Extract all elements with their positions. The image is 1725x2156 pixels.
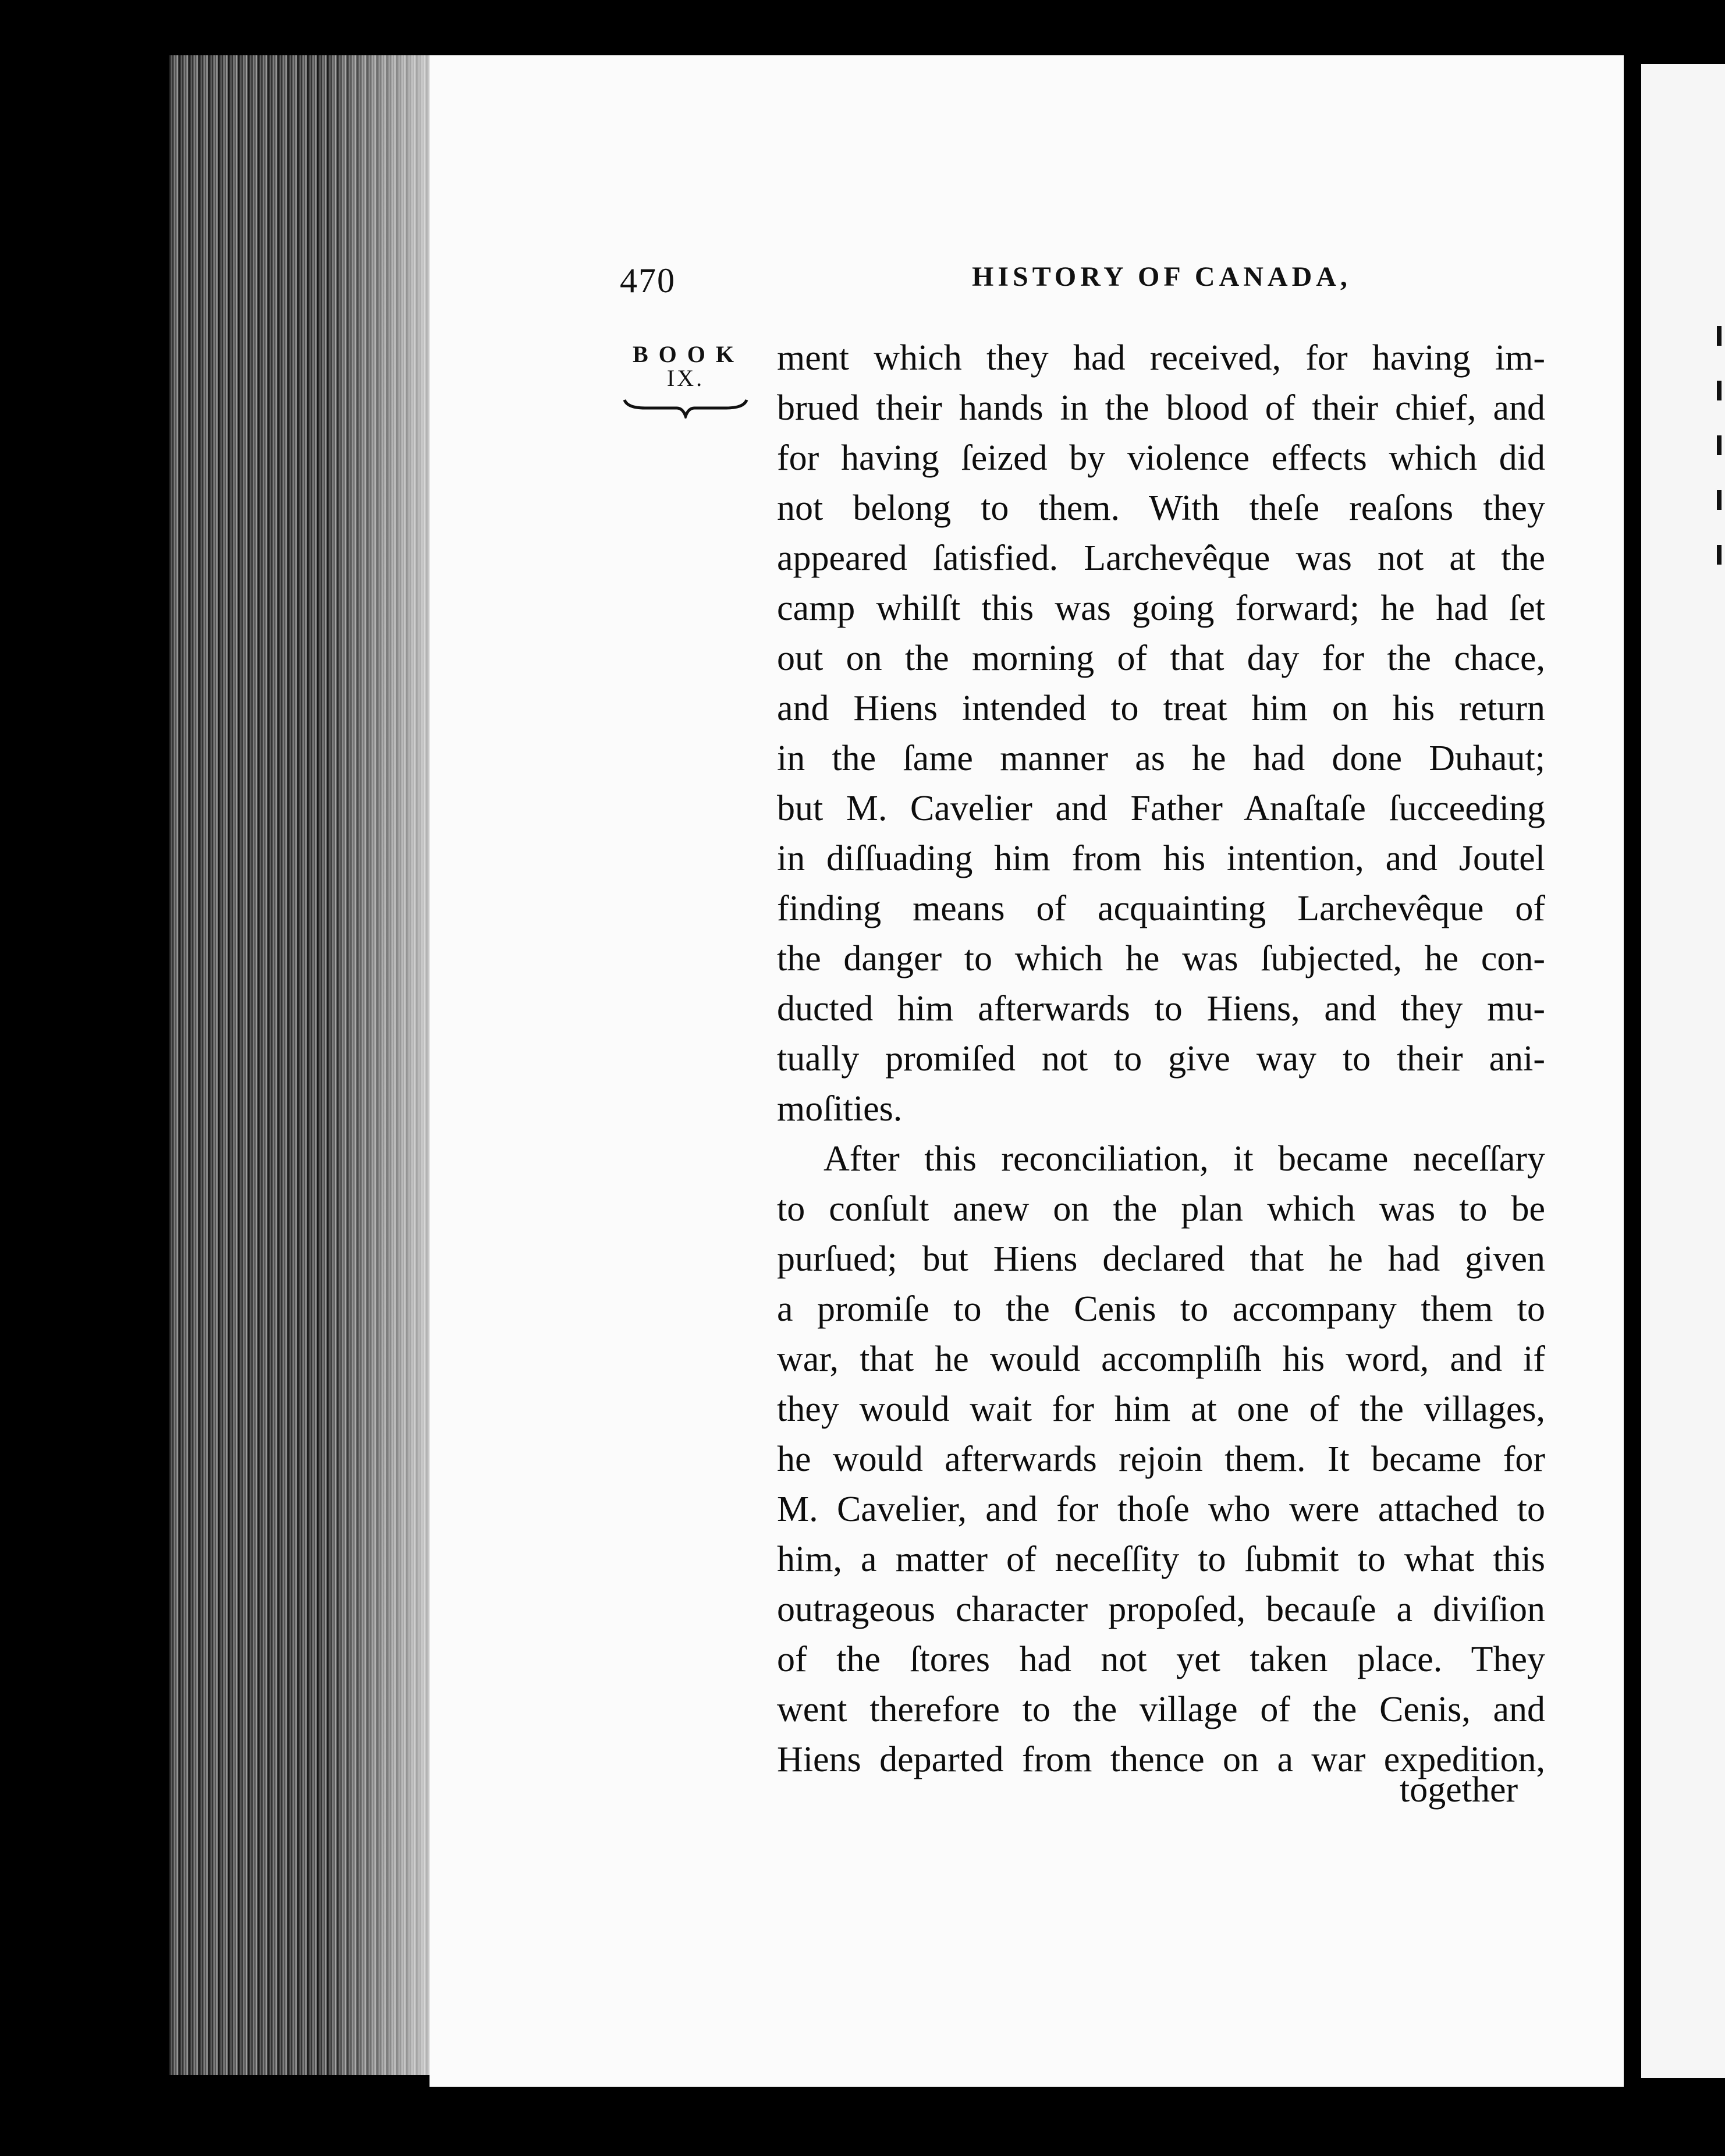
- page-number: 470: [620, 261, 676, 300]
- text-line: outrageous character propoſed, becauſe a diviſion: [777, 1590, 1545, 1629]
- text-line: After this reconciliation, it became neceſſary: [824, 1139, 1545, 1179]
- book-label: BOOK: [632, 341, 745, 367]
- text-line: in the ſame manner as he had done Duhaut;: [777, 739, 1545, 778]
- next-page-text-fragments: [1717, 326, 1723, 675]
- text-line: went therefore to the village of the Cenis, and: [777, 1690, 1545, 1729]
- text-line: and Hiens intended to treat him on his return: [777, 689, 1545, 728]
- text-line: moſities.: [777, 1089, 903, 1129]
- text-line: purſued; but Hiens declared that he had given: [777, 1239, 1545, 1279]
- paragraph: [777, 1134, 1545, 1785]
- brace-ornament: [622, 395, 750, 419]
- text-line: ment which they had received, for having im-: [777, 338, 1545, 378]
- text-line: a promiſe to the Cenis to accompany them to: [777, 1289, 1545, 1329]
- text-line: M. Cavelier, and for thoſe who were attached to: [777, 1490, 1545, 1529]
- body-text: [777, 333, 1545, 1785]
- text-line: appeared ſatisfied. Larchevêque was not at the: [777, 538, 1545, 578]
- text-line: him, a matter of neceſſity to ſubmit to what this: [777, 1540, 1545, 1579]
- margin-note: [622, 341, 750, 419]
- text-line: not belong to them. With theſe reaſons they: [777, 488, 1545, 528]
- text-line: war, that he would accompliſh his word, and if: [777, 1339, 1545, 1379]
- text-line: to conſult anew on the plan which was to be: [777, 1189, 1545, 1229]
- text-line: of the ſtores had not yet taken place. They: [777, 1640, 1545, 1679]
- text-line: camp whilſt this was going forward; he had ſet: [777, 588, 1545, 628]
- text-line: finding means of acquainting Larchevêque of: [777, 889, 1545, 928]
- catchword: together: [1400, 1770, 1518, 1810]
- text-line: the danger to which he was ſubjected, he con-: [777, 939, 1545, 978]
- text-line: in diſſuading him from his intention, and Joutel: [777, 839, 1545, 878]
- text-line: tually promiſed not to give way to their ani-: [777, 1039, 1545, 1079]
- text-line: out on the morning of that day for the chace,: [777, 639, 1545, 678]
- text-line: Hiens departed from thence on a war expedition,: [777, 1740, 1545, 1779]
- book-number: IX.: [666, 365, 705, 391]
- paragraph: [777, 333, 1545, 1134]
- text-line: he would afterwards rejoin them. It became for: [777, 1439, 1545, 1479]
- text-line: but M. Cavelier and Father Anaſtaſe ſucceeding: [777, 789, 1545, 828]
- text-line: ducted him afterwards to Hiens, and they mu-: [777, 989, 1545, 1029]
- page-edge-fade: [326, 55, 431, 2075]
- text-line: brued their hands in the blood of their chief, and: [777, 388, 1545, 428]
- text-line: for having ſeized by violence effects which did: [777, 438, 1545, 478]
- next-page-sliver: [1641, 64, 1725, 2078]
- running-title: HISTORY OF CANADA,: [972, 261, 1351, 292]
- text-line: they would wait for him at one of the villages,: [777, 1389, 1545, 1429]
